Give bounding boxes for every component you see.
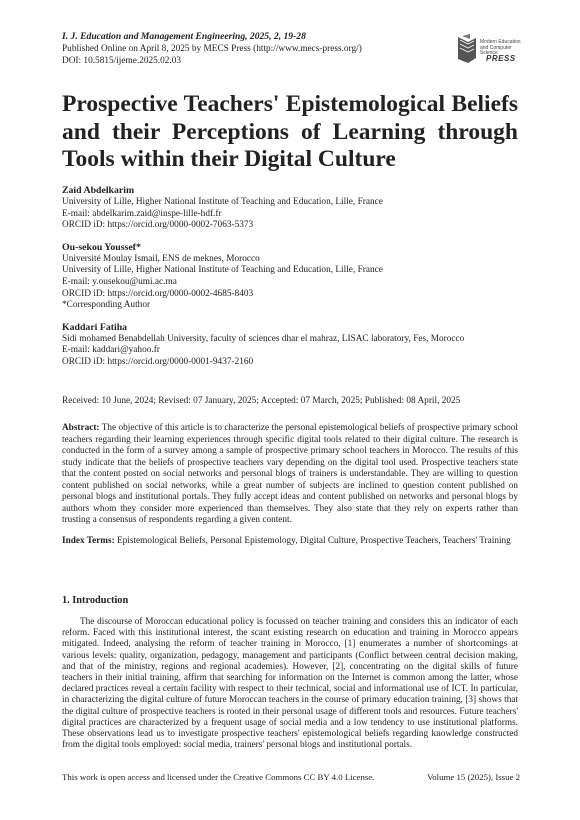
author-name: Ou-sekou Youssef*: [62, 241, 141, 253]
publisher-name-line1: Modern Education: [480, 39, 521, 45]
intro-paragraph: The discourse of Moroccan educational policy is focussed on teacher training and considers this an indicator of each reform. Faced with this institutional interest, the scant existing research on education and training in Morocco appears mitigated. Indeed, analysing the reform of teacher training in Morocco, [1] enumerates a number of shortcomings at various levels: quality, organization, pedagogy, management and participants (Conflict between central decision making, and that of the ministry, regions and regional academies). However, [2], concentrating on the digital skills of future teachers in their initial training, affirm that searching for information on the Internet is common among the latter, whose declared practices reveal a certain facility with respect to their technical, social and informational use of ICT. In particular, in characterizing the digital culture of future Moroccan teachers in the course of primary education training, [3] shows that the digital culture of prospective teachers is rooted in their personal usage of different tools and resources. Future teachers' digital practices are characterized by a frequent usage of social media and a low tendency to use institutional platforms. These observations lead us to investigate prospective teachers' epistemological beliefs regarding knowledge constructed from the digital tools employed: social media, trainers' personal blogs and institutional portals.: [62, 617, 518, 751]
author-name: Zaid Abdelkarim: [62, 185, 135, 196]
abstract-label: Abstract:: [62, 423, 100, 433]
license-note: This work is open access and licensed under the Creative Commons CC BY 4.0 License.: [62, 772, 375, 782]
author-email: E-mail: y.ousekou@umi.ac.ma: [62, 276, 177, 287]
book-stack-icon: [456, 33, 478, 63]
corresponding-note: *Corresponding Author: [62, 300, 151, 311]
author-email: E-mail: abdelkarim.zaid@inspe-lille-hdf.fr: [62, 208, 222, 219]
author-name: Kaddari Fatiha: [62, 321, 128, 333]
author-email: E-mail: kaddari@yahoo.fr: [62, 345, 160, 356]
abstract-text: The objective of this article is to characterize the personal epistemological beliefs of prospective primary school teachers regarding their learning experiences through specific digital tools related to their digital culture. The research is conducted in the form of a survey among a sample of prospective primary school teachers in Morocco. The results of this study indicate that the beliefs of prospective teachers vary depending on the digital tool used. Prospective teachers state that the content posted on social networks and personal blogs of trainers is understandable. They are willing to question content published on social networks, while a great number of subjects are inclined to question content published on personal blogs and institutional portals. They fully accept ideas and content published on networks and personal blogs by authors whom they consider more experienced than themselves. They also state that they rely on experts rather than trusting a consensus of respondents regarding a given content.: [62, 423, 518, 525]
publisher-name-line2: and Computer Science: [480, 44, 512, 56]
abstract: [62, 423, 518, 527]
author-block: [62, 322, 522, 369]
index-terms: [62, 536, 518, 548]
author-block: [62, 185, 522, 232]
index-terms-text: Epistemological Beliefs, Personal Epistemology, Digital Culture, Prospective Teachers, Teachers' Training: [117, 536, 511, 546]
received-dates: Received: 10 June, 2024; Revised: 07 January, 2025; Accepted: 07 March, 2025; Published: 08 April, 2025: [62, 396, 461, 406]
author-orcid: ORCID iD: https://orcid.org/0000-0002-7063-5373: [62, 220, 254, 231]
author-orcid: ORCID iD: https://orcid.org/0000-0001-9437-2160: [62, 356, 254, 367]
author-block: [62, 242, 522, 312]
index-terms-label: Index Terms:: [62, 536, 115, 546]
author-orcid: ORCID iD: https://orcid.org/0000-0002-4685-8403: [62, 288, 254, 299]
volume-issue: Volume 15 (2025), Issue 2: [427, 772, 520, 782]
doi: DOI: 10.5815/ijeme.2025.02.03: [62, 56, 182, 66]
author-affiliation: Université Moulay Ismail, ENS de meknes, Morocco: [62, 253, 260, 264]
publisher-press: PRESS: [486, 54, 516, 63]
journal-citation: I. J. Education and Management Engineering, 2025, 2, 19-28: [62, 31, 306, 42]
author-affiliation: Sidi mohamed Benabdellah University, faculty of sciences dhar el mahraz, LISAC laboratory, Fes, Morocco: [62, 333, 465, 344]
publisher-logo: [456, 31, 526, 67]
author-affiliation: University of Lille, Higher National Institute of Teaching and Education, Lille, France: [62, 197, 383, 207]
paper-title: Prospective Teachers' Epistemological Beliefs and their Perceptions of Learning through Tools within their Digital Culture: [62, 91, 518, 172]
author-list: [62, 185, 522, 379]
author-affiliation: University of Lille, Higher National Institute of Teaching and Education, Lille, France: [62, 265, 383, 276]
journal-header: [62, 31, 522, 67]
section-heading: 1. Introduction: [62, 595, 129, 606]
publication-info: Published Online on April 8, 2025 by MECS Press (http://www.mecs-press.org/): [62, 44, 362, 54]
